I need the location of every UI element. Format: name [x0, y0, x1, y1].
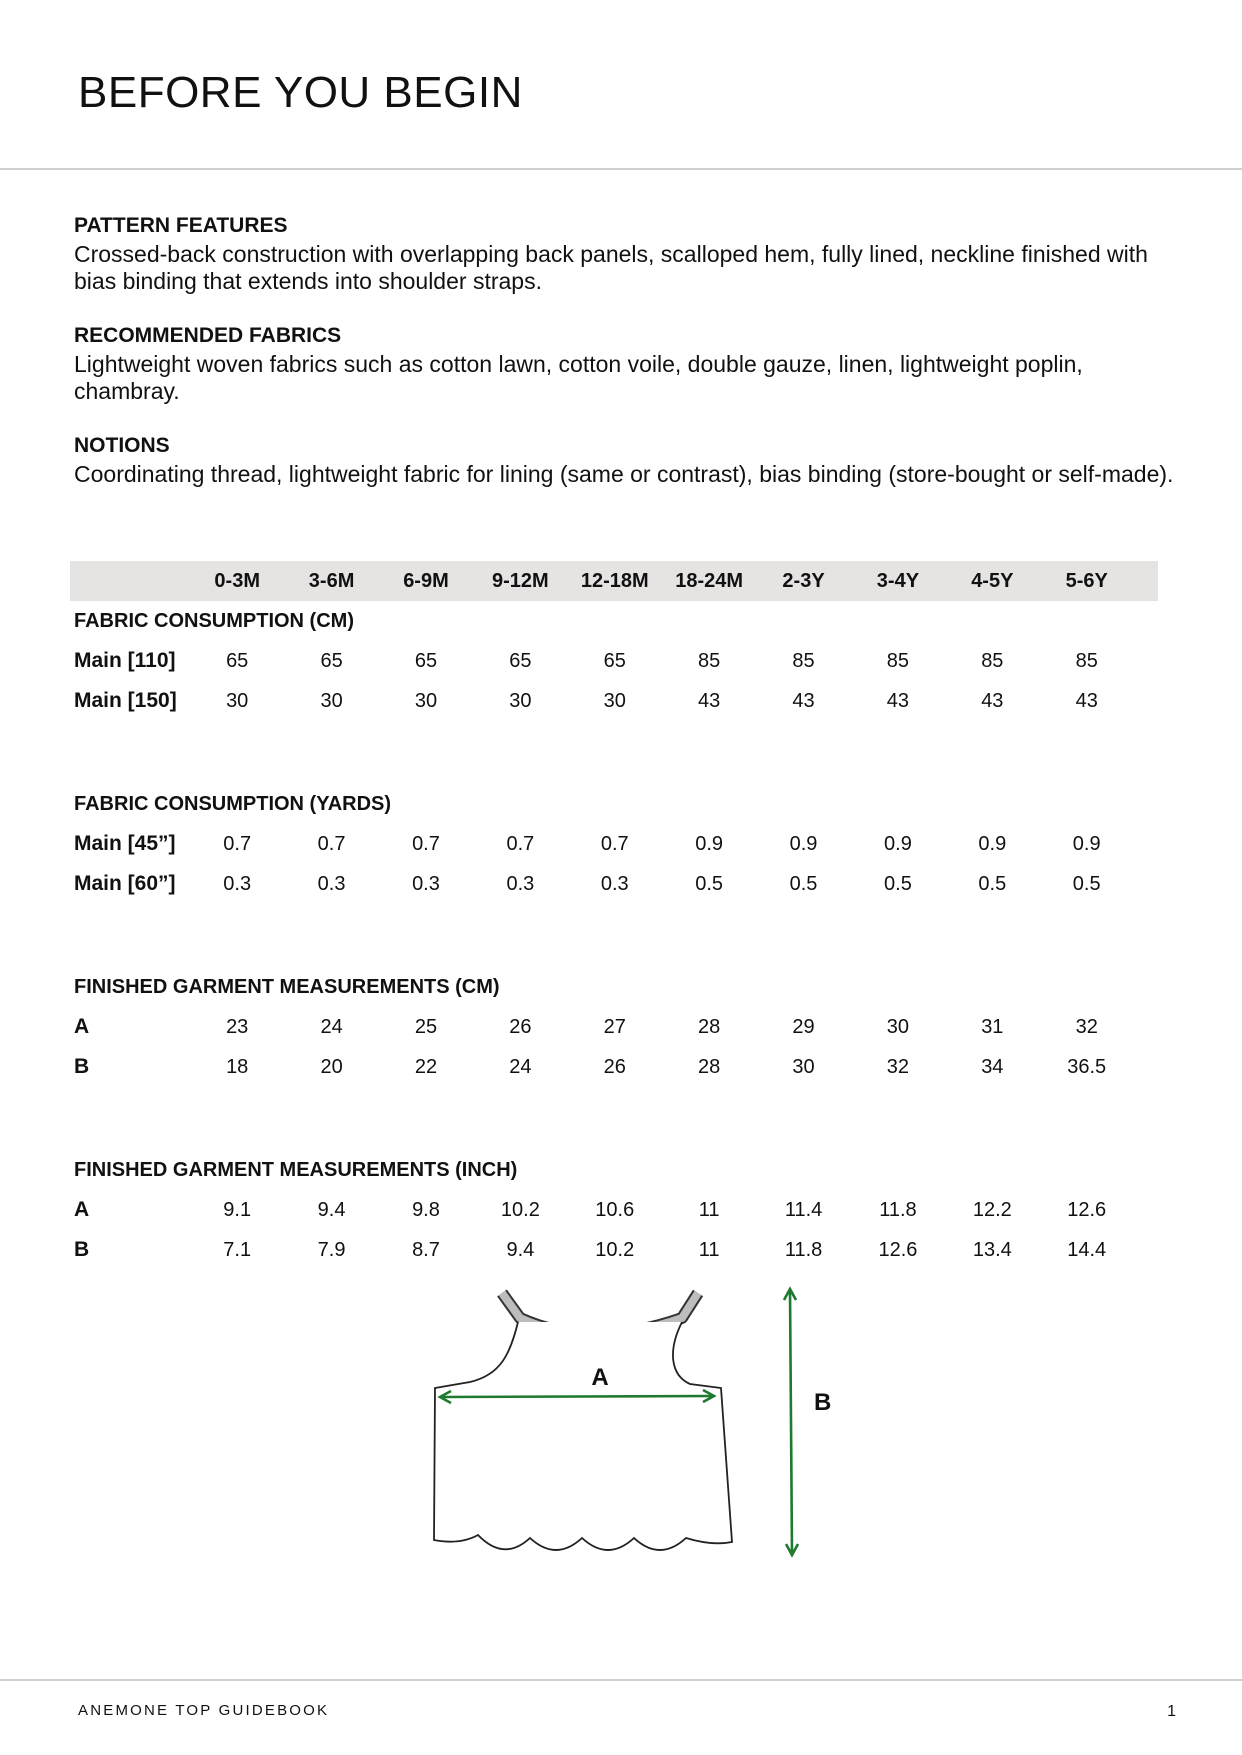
size-header: 3-6M: [308, 569, 355, 592]
size-header: 6-9M: [403, 569, 449, 592]
table-row: [70, 641, 1158, 681]
notions-section: [74, 434, 1174, 488]
table-cell: 43: [792, 689, 815, 712]
row-label: B: [74, 1238, 90, 1261]
table-cell: 10.2: [500, 1198, 540, 1221]
size-header: 2-3Y: [782, 569, 825, 592]
section-body: Crossed-back construction with overlapping back panels, scalloped hem, fully lined, neckline finished with bias binding that extends into shoulder straps.: [74, 241, 1148, 294]
group-title: FINISHED GARMENT MEASUREMENTS (CM): [74, 976, 500, 998]
header-divider: [0, 168, 1242, 170]
size-header: 5-6Y: [1065, 569, 1108, 592]
group-title: FABRIC CONSUMPTION (YARDS): [74, 793, 392, 815]
table-cell: 30: [226, 689, 249, 712]
table-cell: 0.5: [695, 872, 724, 895]
table-cell: 27: [603, 1015, 626, 1038]
table-cell: 0.5: [789, 872, 818, 895]
table-cell: 11.4: [784, 1198, 823, 1221]
table-cell: 12.6: [1067, 1198, 1107, 1221]
table-cell: 14.4: [1067, 1238, 1107, 1261]
measure-b-label: B: [814, 1389, 832, 1416]
table-cell: 30: [603, 689, 626, 712]
garment-diagram: [420, 1280, 840, 1570]
measure-a-line: [442, 1396, 712, 1397]
table-cell: 0.9: [695, 832, 724, 855]
size-header-row: [70, 561, 1158, 601]
recommended-fabrics-section: [74, 324, 1174, 405]
footer-guidebook-title: ANEMONE TOP GUIDEBOOK: [78, 1702, 330, 1719]
table-cell: 0.9: [884, 832, 912, 855]
group-title: FABRIC CONSUMPTION (CM): [74, 610, 354, 632]
size-header: 3-4Y: [876, 569, 920, 592]
table-cell: 0.7: [223, 832, 252, 855]
table-cell: 23: [226, 1015, 249, 1038]
table-cell: 0.3: [223, 872, 252, 895]
section-body: Lightweight woven fabrics such as cotton lawn, cotton voile, double gauze, linen, lightweight poplin, chambray.: [74, 351, 1083, 404]
table-cell: 30: [886, 1015, 910, 1038]
table-cell: 43: [698, 689, 721, 712]
table-cell: 30: [509, 689, 532, 712]
table-body: [70, 601, 1158, 1270]
group-spacer: [70, 904, 1158, 967]
table-cell: 20: [320, 1055, 343, 1078]
table-cell: 11: [698, 1238, 720, 1261]
pattern-features-section: [74, 214, 1174, 295]
table-cell: 0.7: [412, 832, 440, 855]
size-chart-table: [70, 561, 1158, 1270]
row-label: Main [60”]: [74, 872, 176, 895]
section-heading: RECOMMENDED FABRICS: [74, 324, 342, 347]
table-cell: 85: [886, 649, 910, 672]
table-cell: 11: [698, 1198, 720, 1221]
row-label: A: [74, 1015, 90, 1038]
table-cell: 22: [414, 1055, 438, 1078]
table-cell: 9.4: [506, 1238, 535, 1261]
table-cell: 7.9: [317, 1238, 346, 1261]
table-cell: 65: [226, 649, 249, 672]
table-cell: 10.6: [595, 1198, 635, 1221]
table-cell: 12.6: [878, 1238, 918, 1261]
row-label: Main [45”]: [74, 832, 176, 855]
group-spacer: [70, 721, 1158, 784]
section-heading: NOTIONS: [74, 434, 170, 457]
table-cell: 32: [1075, 1015, 1098, 1038]
table-cell: 65: [509, 649, 532, 672]
measure-b-line: [790, 1291, 792, 1553]
garment-outline: [434, 1322, 732, 1550]
table-cell: 7.1: [223, 1238, 252, 1261]
table-cell: 29: [792, 1015, 815, 1038]
section-heading: PATTERN FEATURES: [74, 214, 288, 237]
table-cell: 85: [698, 649, 721, 672]
table-cell: 26: [509, 1015, 532, 1038]
table-cell: 0.3: [506, 872, 535, 895]
size-header: 0-3M: [214, 569, 260, 592]
table-row: [70, 1190, 1158, 1230]
table-cell: 65: [414, 649, 438, 672]
table-cell: 28: [698, 1015, 721, 1038]
table-cell: 0.7: [317, 832, 346, 855]
table-cell: 0.9: [978, 832, 1007, 855]
row-label: Main [110]: [74, 649, 176, 672]
table-cell: 0.5: [978, 872, 1007, 895]
table-cell: 43: [886, 689, 910, 712]
table-cell: 28: [698, 1055, 721, 1078]
table-cell: 18: [226, 1055, 249, 1078]
table-cell: 30: [414, 689, 438, 712]
table-cell: 65: [320, 649, 343, 672]
footer-divider: [0, 1679, 1242, 1681]
table-cell: 31: [981, 1015, 1004, 1038]
table-cell: 11.8: [879, 1198, 917, 1221]
table-cell: 0.9: [1072, 832, 1101, 855]
table-cell: 8.7: [412, 1238, 440, 1261]
section-body: Coordinating thread, lightweight fabric for lining (same or contrast), bias binding (store-bought or self-made).: [74, 461, 1174, 487]
table-cell: 0.9: [789, 832, 818, 855]
table-cell: 24: [509, 1055, 532, 1078]
table-cell: 34: [981, 1055, 1004, 1078]
table-cell: 30: [320, 689, 343, 712]
table-row: [70, 1007, 1158, 1047]
table-cell: 36.5: [1067, 1055, 1107, 1078]
table-cell: 9.8: [412, 1198, 440, 1221]
table-cell: 13.4: [972, 1238, 1012, 1261]
table-row: [70, 824, 1158, 864]
table-cell: 0.3: [412, 872, 440, 895]
table-cell: 10.2: [595, 1238, 635, 1261]
table-cell: 0.5: [1072, 872, 1101, 895]
group-title: FINISHED GARMENT MEASUREMENTS (INCH): [74, 1159, 518, 1181]
table-cell: 9.1: [223, 1198, 252, 1221]
size-header: 4-5Y: [971, 569, 1014, 592]
table-cell: 0.3: [317, 872, 346, 895]
table-cell: 32: [886, 1055, 910, 1078]
table-cell: 0.5: [884, 872, 912, 895]
table-row: [70, 1230, 1158, 1270]
table-cell: 0.7: [600, 832, 629, 855]
table-row: [70, 1047, 1158, 1087]
table-cell: 25: [414, 1015, 438, 1038]
table-cell: 85: [792, 649, 815, 672]
row-label: Main [150]: [74, 689, 177, 712]
table-cell: 85: [981, 649, 1004, 672]
table-cell: 26: [603, 1055, 626, 1078]
table-cell: 12.2: [972, 1198, 1012, 1221]
table-cell: 0.7: [506, 832, 535, 855]
table-cell: 85: [1075, 649, 1098, 672]
table-cell: 24: [320, 1015, 343, 1038]
page-number: 1: [1167, 1703, 1176, 1720]
table-row: [70, 681, 1158, 721]
table-cell: 11.8: [784, 1238, 823, 1261]
row-label: B: [74, 1055, 90, 1078]
table-cell: 0.3: [600, 872, 629, 895]
size-header: 18-24M: [675, 569, 744, 592]
size-header: 9-12M: [492, 569, 549, 592]
table-cell: 43: [1075, 689, 1098, 712]
measure-a-label: A: [591, 1364, 609, 1391]
table-cell: 65: [603, 649, 626, 672]
table-row: [70, 864, 1158, 904]
table-cell: 43: [981, 689, 1004, 712]
group-spacer: [70, 1087, 1158, 1150]
page-title: BEFORE YOU BEGIN: [78, 68, 523, 117]
table-cell: 30: [792, 1055, 815, 1078]
size-header: 12-18M: [580, 569, 649, 592]
row-label: A: [74, 1198, 90, 1221]
table-cell: 9.4: [317, 1198, 346, 1221]
